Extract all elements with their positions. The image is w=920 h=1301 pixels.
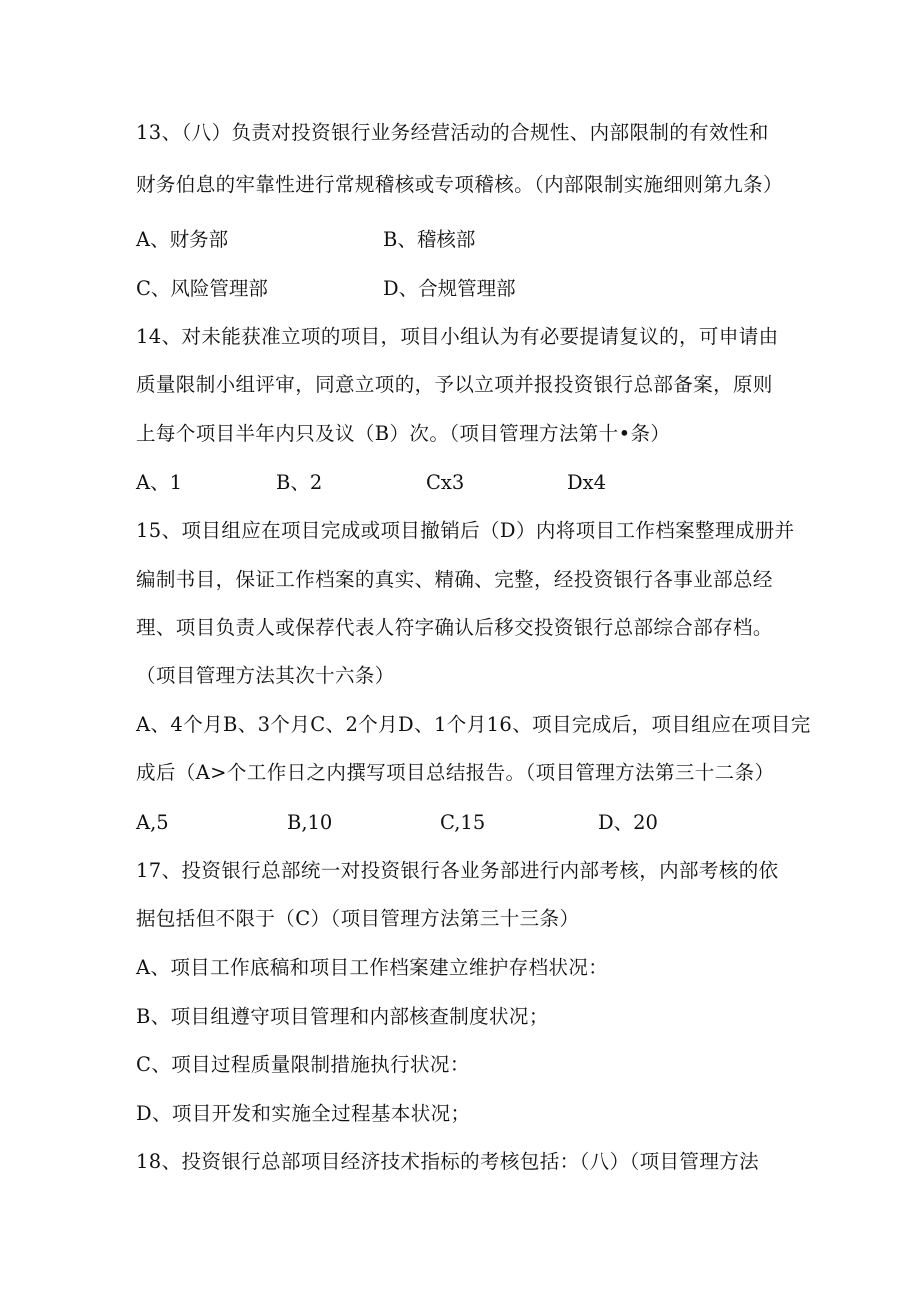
- q17-stem-line-2: 据包括但不限于（C）（项目管理方法第三十三条）: [136, 907, 580, 930]
- q17-stem-line-1: 17、投资银行总部统一对投资银行各业务部进行内部考核，内部考核的依: [136, 859, 779, 882]
- q13-stem-line-2: 财务伯息的牢靠性进行常规稽核或专项稽核。（内部限制实施细则第九条）: [136, 173, 783, 196]
- q16-stem-line-2: 成后（A>个工作日之内撰写项目总结报告。（项目管理方法第三十二条）: [136, 761, 775, 784]
- q17-option-d: D、项目开发和实施全过程基本状况；: [136, 1102, 471, 1125]
- q14-option-c: Cx3: [426, 471, 465, 494]
- q13-option-b: B、稽核部: [383, 228, 476, 251]
- q14-option-a: A、1: [136, 471, 182, 494]
- q15-stem-line-4: （项目管理方法其次十六条）: [136, 664, 395, 687]
- q14-option-b: B、2: [276, 471, 323, 494]
- q15-options-and-q16-line-1: A、4个月B、3个月C、2个月D、1个月16、项目完成后，项目组应在项目完: [136, 713, 811, 736]
- q16-option-d: D、20: [598, 811, 658, 834]
- q17-option-c: C、项目过程质量限制措施执行状况：: [136, 1053, 470, 1076]
- q14-stem-line-1: 14、对未能获准立项的项目，项目小组认为有必要提请复议的，可申请由: [136, 325, 779, 348]
- q17-option-a: A、项目工作底稿和项目工作档案建立维护存档状况：: [136, 956, 609, 979]
- q14-stem-line-2: 质量限制小组评审，同意立项的，予以立项并报投资银行总部备案，原则: [136, 373, 773, 396]
- q13-option-a: A、财务部: [136, 228, 229, 251]
- q16-option-b: B,10: [287, 811, 333, 834]
- q15-stem-line-2: 编制书目，保证工作档案的真实、精确、完整，经投资银行各事业部总经: [136, 568, 773, 591]
- q17-option-b: B、项目组遵守项目管理和内部核查制度状况；: [136, 1005, 549, 1028]
- q14-option-d: Dx4: [567, 471, 607, 494]
- q14-stem-line-3: 上每个项目半年内只及议（B）次。（项目管理方法第十•条）: [136, 422, 671, 445]
- q15-stem-line-1: 15、项目组应在项目完成或项目撤销后（D）内将项目工作档案整理成册并: [136, 519, 795, 542]
- q16-option-c: C,15: [440, 811, 486, 834]
- q13-option-c: C、风险管理部: [136, 277, 268, 300]
- q15-stem-line-3: 理、项目负责人或保荐代表人符字确认后移交投资银行总部综合部存档。: [136, 616, 773, 639]
- q18-stem-line-1: 18、投资银行总部项目经济技术指标的考核包括：（八）（项目管理方法: [136, 1150, 760, 1173]
- q16-option-a: A,5: [136, 811, 169, 834]
- q13-option-d: D、合规管理部: [383, 277, 516, 300]
- q13-stem-line-1: 13、（八）负责对投资银行业务经营活动的合规性、内部限制的有效性和: [136, 121, 769, 144]
